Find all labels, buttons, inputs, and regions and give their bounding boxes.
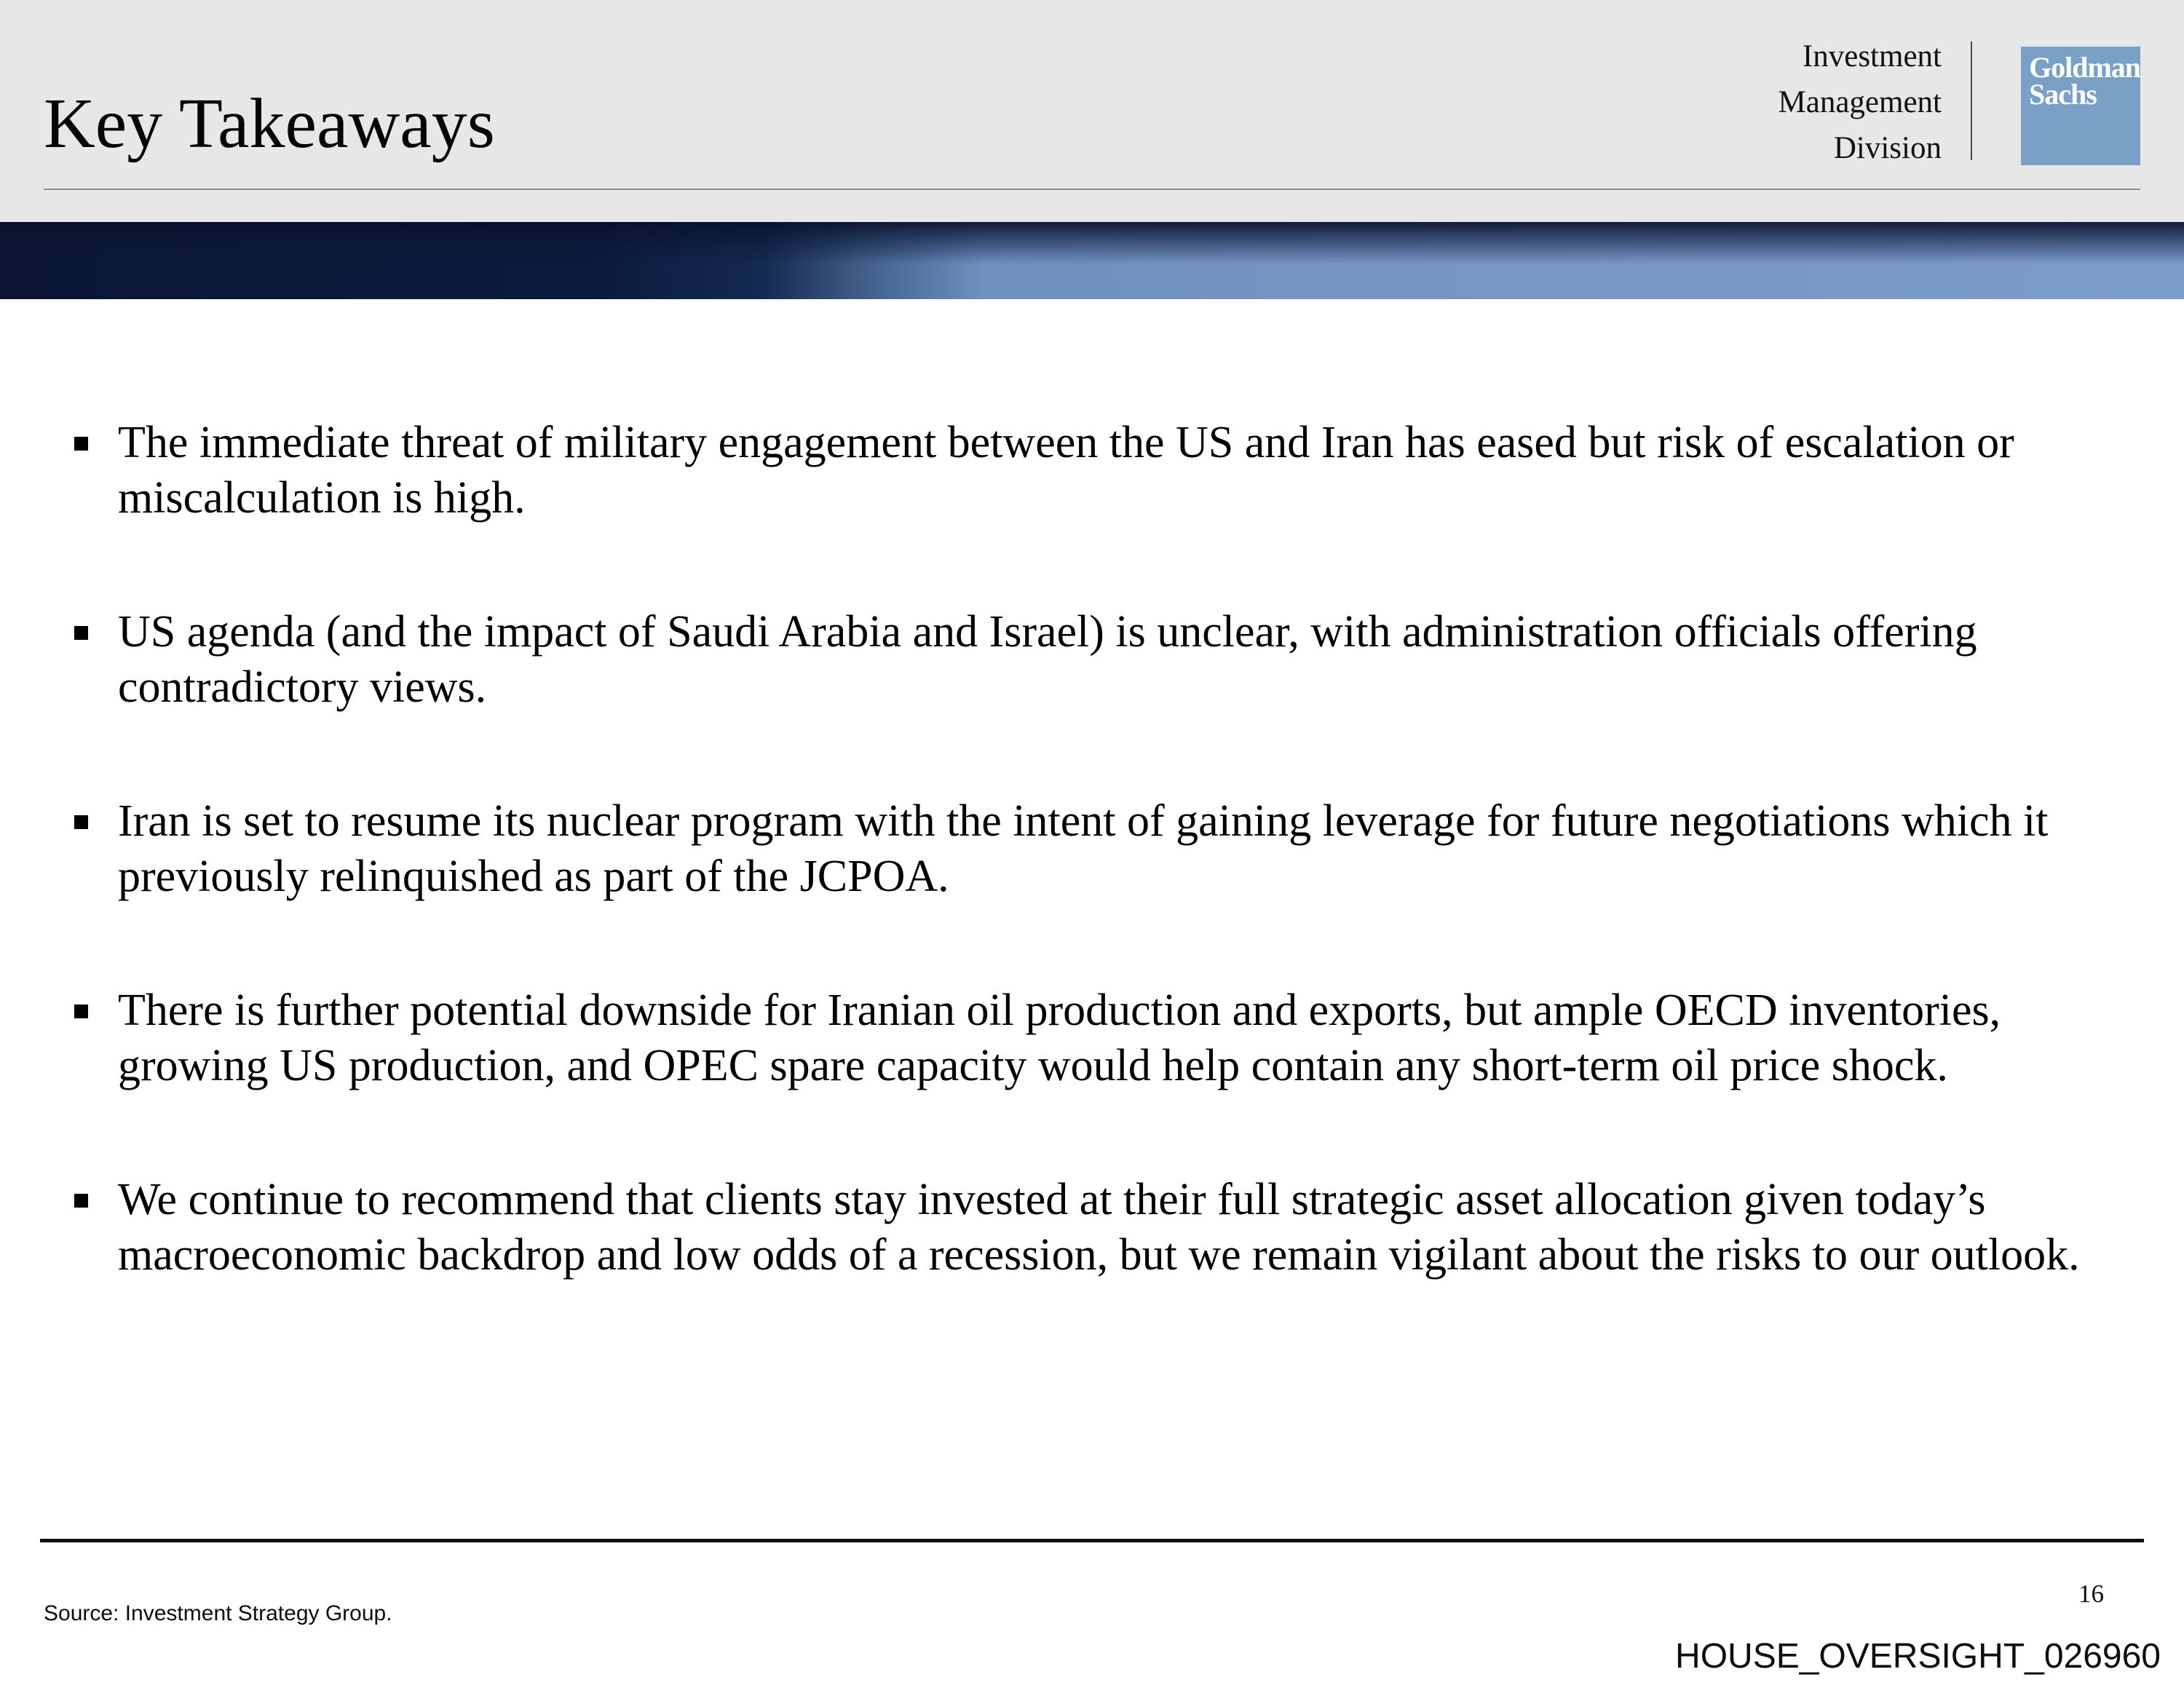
list-item (74, 415, 2105, 526)
page-number: 16 (2078, 1580, 2104, 1608)
bullet-square-icon (74, 437, 88, 451)
footer-rule (40, 1539, 2144, 1542)
list-item (74, 983, 2105, 1093)
division-line-2: Management (1778, 85, 1942, 119)
bullet-text: US agenda (and the impact of Saudi Arabia and Israel) is unclear, with administration officials offering contradictory views. (118, 607, 1977, 712)
bullet-text: There is further potential downside for Iranian oil production and exports, but ample OECD inventories, growing US production, and OPEC spare capacity would help contain any short-term oil price shock. (118, 986, 2001, 1090)
bullet-text: The immediate threat of military engagement between the US and Iran has eased but risk of escalation or miscalculation is high. (118, 418, 2014, 523)
bullet-square-icon (74, 1194, 88, 1208)
key-takeaways-list (74, 415, 2105, 1361)
division-line-3: Division (1833, 131, 1942, 165)
bullet-square-icon (74, 815, 88, 829)
source-note: Source: Investment Strategy Group. (44, 1601, 392, 1625)
page-title: Key Takeaways (44, 84, 495, 163)
bullet-text: We continue to recommend that clients stay invested at their full strategic asset allocation given today’s macroeconomic backdrop and low odds of a recession, but we remain vigilant about the risks to our outlook. (118, 1175, 2080, 1280)
logo-text-line-2: Sachs (2029, 78, 2097, 111)
document-id-watermark: HOUSE_OVERSIGHT_026960 (1675, 1637, 2161, 1676)
bullet-text: Iran is set to resume its nuclear program with the intent of gaining leverage for future negotiations which it previously relinquished as part of the JCPOA. (118, 796, 2049, 901)
bullet-square-icon (74, 626, 88, 640)
bullet-square-icon (74, 1005, 88, 1018)
list-item (74, 1172, 2105, 1283)
header-vertical-divider (1971, 41, 1972, 160)
list-item (74, 793, 2105, 904)
list-item (74, 604, 2105, 715)
title-underline-rule (44, 189, 2140, 190)
header-band (0, 0, 2184, 222)
logo-text-line-1: Goldman (2029, 51, 2141, 84)
division-line-1: Investment (1802, 39, 1942, 74)
gradient-bar (0, 222, 2184, 299)
division-label (1779, 33, 1942, 171)
goldman-sachs-logo (2021, 47, 2140, 165)
